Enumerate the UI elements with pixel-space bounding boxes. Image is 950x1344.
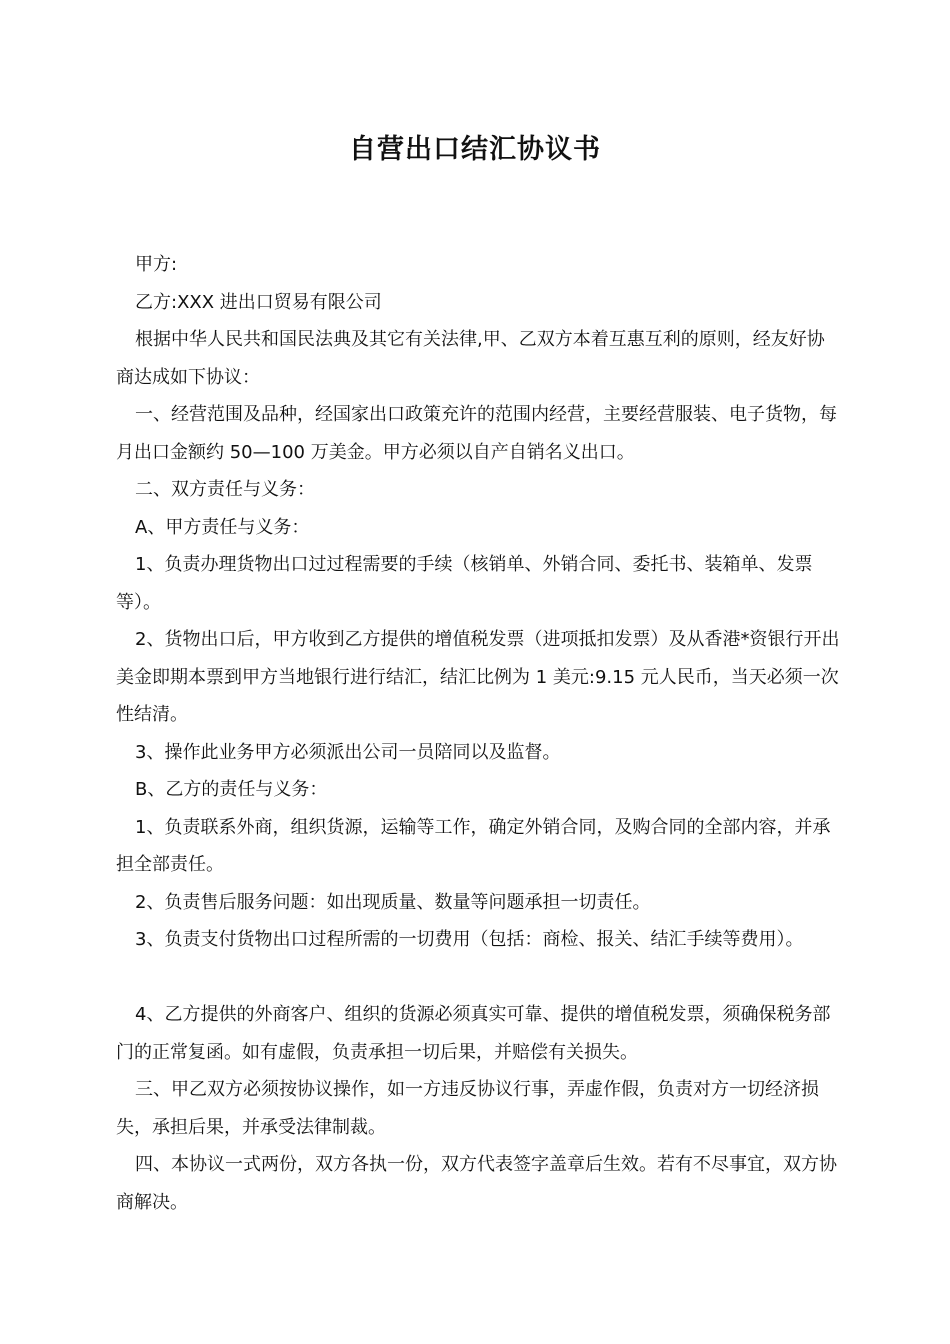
paragraph-party-a-item-3: 3、操作此业务甲方必须派出公司一员陪同以及监督。 (135, 741, 561, 763)
paragraph-party-b-heading: B、乙方的责任与义务： (135, 779, 328, 800)
paragraph-preamble: 根据中华人民共和国民法典及其它有关法律,甲、乙双方本着互惠互利的原则，经友好协商达成如下协议： (116, 329, 825, 388)
paragraph-party-a: 甲方: (135, 254, 178, 275)
document-title: 自营出口结汇协议书 (349, 134, 601, 165)
paragraph-party-a-heading: A、甲方责任与义务： (135, 516, 310, 538)
paragraph-party-b-item-4: 4、乙方提供的外商客户、组织的货源必须真实可靠、提供的增值税发票，须确保税务部门的正常复函。如有虚假，负责承担一切后果，并赔偿有关损失。 (116, 1004, 831, 1063)
paragraph-party-b-item-2: 2、负责售后服务问题：如出现质量、数量等问题承担一切责任。 (135, 891, 651, 913)
paragraph-scope: 一、经营范围及品种，经国家出口政策充许的范围内经营，主要经营服装、电子货物，每月出口金额约 50—100 万美金。甲方必须以自产自销名义出口。 (116, 404, 837, 463)
paragraph-party-b-item-3: 3、负责支付货物出口过程所需的一切费用（包括：商检、报关、结汇手续等费用）。 (135, 929, 804, 950)
paragraph-breach-clause: 三、甲乙双方必须按协议操作，如一方违反协议行事，弄虚作假，负责对方一切经济损失，承担后果，并承受法律制裁。 (116, 1079, 819, 1138)
paragraph-party-b-item-1: 1、负责联系外商，组织货源，运输等工作，确定外销合同，及购合同的全部内容，并承担全部责任。 (116, 816, 831, 875)
paragraph-party-b: 乙方:XXX 进出口贸易有限公司 (135, 291, 382, 313)
paragraph-gap (116, 959, 841, 997)
paragraph-party-a-item-1: 1、负责办理货物出口过过程需要的手续（核销单、外销合同、委托书、装箱单、发票等）。 (116, 554, 813, 613)
paragraph-effectiveness-clause: 四、本协议一式两份，双方各执一份，双方代表签字盖章后生效。若有不尽事宜，双方协商解决。 (116, 1154, 837, 1213)
paragraph-party-a-item-2: 2、货物出口后，甲方收到乙方提供的增值税发票（进项抵扣发票）及从香港*资银行开出美金即期本票到甲方当地银行进行结汇，结汇比例为 1 美元:9.15 元人民币，当天必须一次性结清。 (116, 629, 840, 725)
paragraph-responsibilities-heading: 二、双方责任与义务： (135, 479, 315, 500)
document-body (116, 246, 841, 1221)
